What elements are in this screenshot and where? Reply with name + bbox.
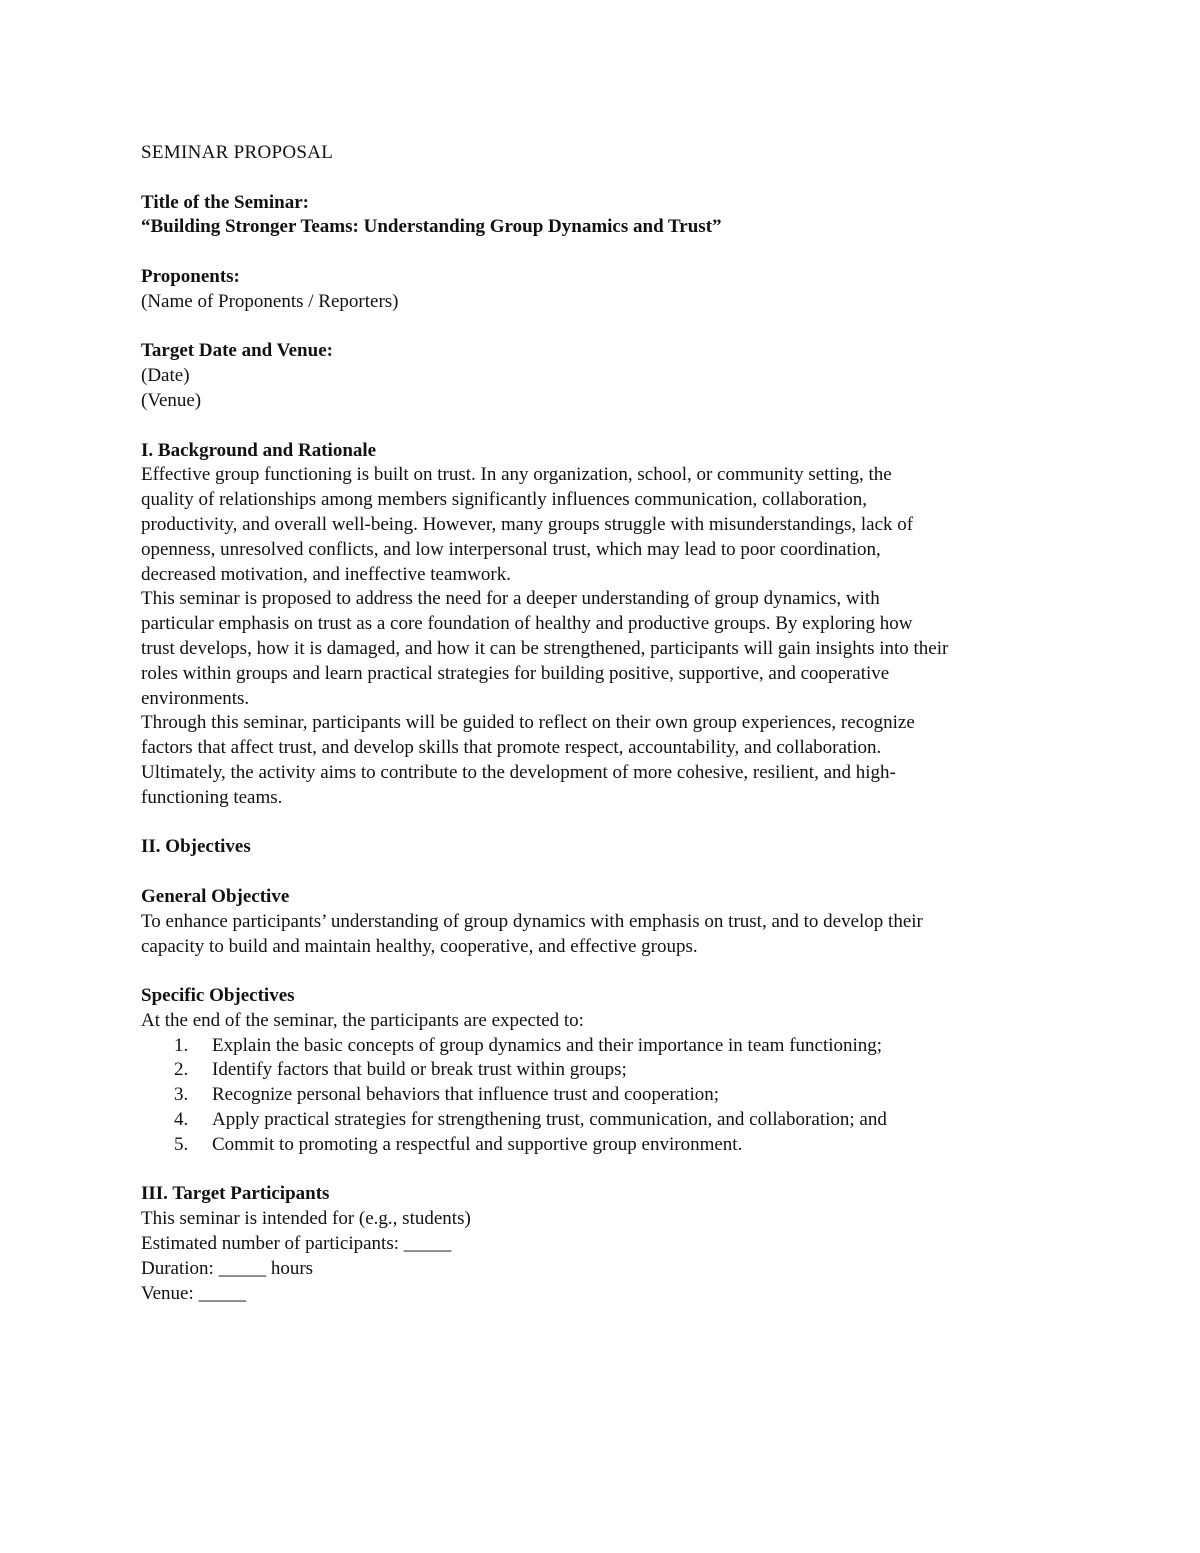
proponents-value: (Name of Proponents / Reporters) bbox=[141, 290, 399, 312]
specific-objectives-list bbox=[141, 1034, 1071, 1158]
spacer bbox=[141, 1158, 1071, 1183]
list-item bbox=[141, 1034, 1071, 1059]
objectives-section bbox=[141, 835, 1071, 1157]
list-item-number: 4. bbox=[174, 1109, 189, 1131]
seminar-title: “Building Stronger Teams: Understanding Group Dynamics and Trust” bbox=[141, 216, 722, 238]
list-item-text: Explain the basic concepts of group dynamics and their importance in team functioning; bbox=[212, 1034, 883, 1056]
list-item bbox=[141, 1083, 1071, 1108]
list-item-number: 1. bbox=[174, 1034, 189, 1056]
background-line: particular emphasis on trust as a core foundation of healthy and productive groups. By exploring how bbox=[141, 613, 913, 635]
list-item-text: Identify factors that build or break trust within groups; bbox=[212, 1059, 627, 1081]
background-line: This seminar is proposed to address the need for a deeper understanding of group dynamics, with bbox=[141, 588, 880, 610]
document-page bbox=[141, 141, 1071, 1306]
background-line: quality of relationships among members significantly influences communication, collaboration, bbox=[141, 489, 868, 511]
spacer bbox=[141, 860, 1071, 885]
list-item-text: Apply practical strategies for strengthening trust, communication, and collaboration; and bbox=[212, 1109, 887, 1131]
document-title: SEMINAR PROPOSAL bbox=[141, 142, 334, 163]
background-line: environments. bbox=[141, 687, 250, 709]
participants-estimated-number: Estimated number of participants: _____ bbox=[141, 1233, 452, 1255]
participants-section bbox=[141, 1182, 1071, 1306]
list-item-number: 3. bbox=[174, 1084, 189, 1106]
spacer bbox=[141, 240, 1071, 265]
spacer bbox=[141, 315, 1071, 340]
list-item-text: Commit to promoting a respectful and supportive group environment. bbox=[212, 1133, 743, 1155]
background-line: Effective group functioning is built on trust. In any organization, school, or community setting, the bbox=[141, 464, 892, 486]
spacer bbox=[141, 166, 1071, 191]
background-heading: I. Background and Rationale bbox=[141, 439, 377, 461]
proponents-label: Proponents: bbox=[141, 265, 240, 287]
list-item-text: Recognize personal behaviors that influence trust and cooperation; bbox=[212, 1084, 720, 1106]
background-line: Through this seminar, participants will be guided to reflect on their own group experiences, recognize bbox=[141, 712, 915, 734]
date-value: (Date) bbox=[141, 365, 190, 387]
background-line: roles within groups and learn practical strategies for building positive, supportive, and cooperative bbox=[141, 662, 890, 684]
specific-objectives-heading: Specific Objectives bbox=[141, 985, 295, 1007]
background-line: trust develops, how it is damaged, and how it can be strengthened, participants will gain insights into their bbox=[141, 637, 949, 659]
participants-intended-for: This seminar is intended for (e.g., students) bbox=[141, 1208, 471, 1230]
background-line: Ultimately, the activity aims to contribute to the development of more cohesive, resilient, and high- bbox=[141, 761, 896, 783]
list-item bbox=[141, 1108, 1071, 1133]
list-item-number: 2. bbox=[174, 1059, 189, 1081]
participants-duration: Duration: _____ hours bbox=[141, 1257, 314, 1279]
spacer bbox=[141, 959, 1071, 984]
background-line: functioning teams. bbox=[141, 786, 283, 808]
list-item-number: 5. bbox=[174, 1133, 189, 1155]
venue-value: (Venue) bbox=[141, 389, 202, 411]
list-item bbox=[141, 1058, 1071, 1083]
seminar-title-label: Title of the Seminar: bbox=[141, 191, 309, 213]
background-line: decreased motivation, and ineffective teamwork. bbox=[141, 563, 511, 585]
background-line: factors that affect trust, and develop skills that promote respect, accountability, and collaboration. bbox=[141, 737, 882, 759]
background-line: productivity, and overall well-being. However, many groups struggle with misunderstandings, lack of bbox=[141, 513, 914, 535]
participants-venue: Venue: _____ bbox=[141, 1282, 247, 1304]
general-objective-line: capacity to build and maintain healthy, cooperative, and effective groups. bbox=[141, 935, 698, 957]
background-line: openness, unresolved conflicts, and low interpersonal trust, which may lead to poor coordination, bbox=[141, 538, 881, 560]
list-item bbox=[141, 1133, 1071, 1158]
general-objective-line: To enhance participants’ understanding of group dynamics with emphasis on trust, and to develop their bbox=[141, 910, 923, 932]
date-venue-label: Target Date and Venue: bbox=[141, 340, 333, 362]
background-section bbox=[141, 439, 1071, 811]
spacer bbox=[141, 811, 1071, 836]
general-objective-heading: General Objective bbox=[141, 885, 290, 907]
spacer bbox=[141, 414, 1071, 439]
objectives-heading: II. Objectives bbox=[141, 836, 251, 858]
participants-heading: III. Target Participants bbox=[141, 1183, 330, 1205]
specific-objectives-intro: At the end of the seminar, the participants are expected to: bbox=[141, 1009, 584, 1031]
